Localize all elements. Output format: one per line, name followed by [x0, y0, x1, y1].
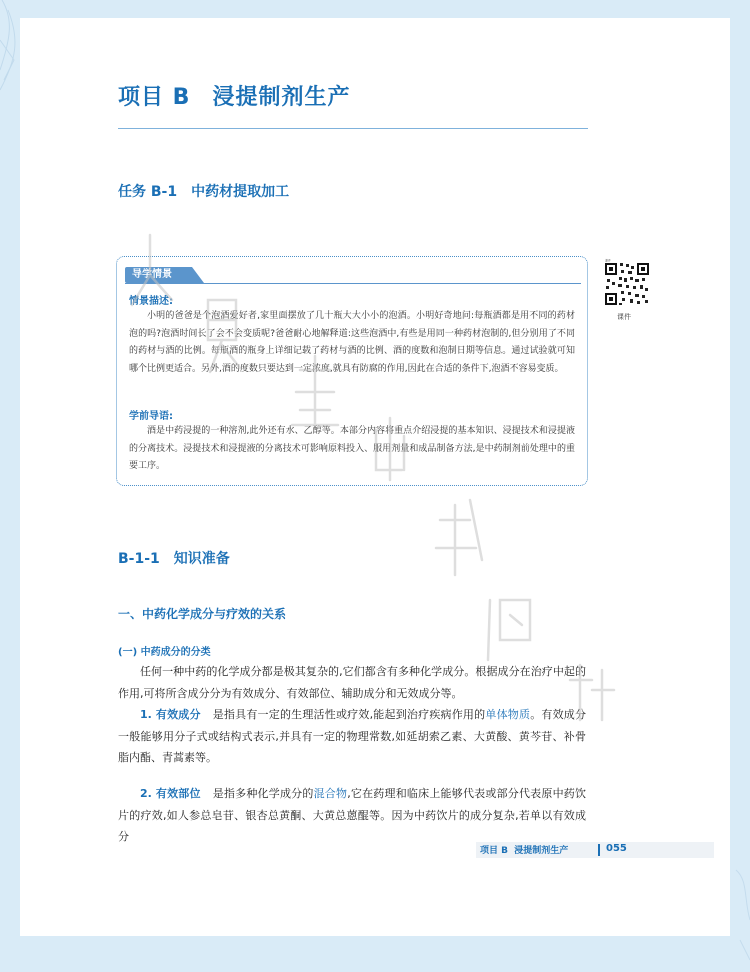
page-footer [476, 842, 714, 858]
page-number: 055 [606, 843, 627, 854]
intro-text: 酒是中药浸提的一种溶剂,此外还有水、乙醇等。本部分内容将重点介绍浸提的基本知识、浸提技术和浸提液的分离技术。浸提技术和浸提液的分离技术可影响原料投入、服用剂量和成品制备方法,是中药制剂前处理中的重要工序。 [129, 426, 575, 471]
guide-tab-line [125, 283, 581, 284]
section-title: 知识准备 [173, 551, 230, 567]
guide-tab: 导学情景 [125, 267, 192, 283]
term-effective-part: 2. 有效部位 [140, 787, 201, 800]
project-title: 浸提制剂生产 [212, 85, 351, 110]
intro-heading: 学前导语: [129, 411, 173, 422]
section-heading [118, 548, 230, 568]
footer-separator [598, 844, 600, 856]
heading-2: 一、中药化学成分与疗效的关系 [118, 607, 287, 621]
keyword-mixture: 混合物 [313, 787, 348, 800]
heading-3: (一) 中药成分的分类 [118, 647, 211, 658]
body-paragraph-3 [118, 783, 586, 848]
guide-box [116, 256, 588, 486]
keyword-single-substance: 单体物质 [485, 708, 531, 721]
p3-text-a: 是指多种化学成分的 [212, 787, 314, 800]
title-divider [118, 128, 588, 129]
task-title: 中药材提取加工 [191, 184, 290, 200]
p2-text-b: 。有效成分一般能够用分子式或结构式表示,并具有一定的物理常数,如延胡索乙素、大黄酸、黄芩苷、补骨脂内酯、青蒿素等。 [118, 708, 587, 765]
qr-label: 课件 [617, 313, 631, 321]
body-paragraph-2 [118, 704, 586, 769]
task-code: 任务 B-1 [118, 184, 178, 200]
page-title [118, 80, 350, 111]
body-paragraph-1: 任何一种中药的化学成分都是极其复杂的,它们都含有多种化学成分。根据成分在治疗中起的作用,可将所含成分分为有效成分、有效部位、辅助成分和无效成分等。 [118, 665, 586, 700]
project-code: 项目 B [118, 85, 191, 110]
term-effective-component: 1. 有效成分 [140, 708, 201, 721]
p2-text-a: 是指具有一定的生理活性或疗效,能起到治疗疾病作用的 [212, 708, 486, 721]
footer-project-code: 项目 B [480, 846, 508, 856]
footer-title [480, 843, 568, 856]
task-heading [118, 181, 289, 201]
p3-text-b: ,它在药理和临床上能够代表或部分代表原中药饮片的疗效,如人参总皂苷、银杏总黄酮、大黄总蒽醌等。因为中药饮片的成分复杂,若单以有效成分 [118, 787, 587, 844]
situation-text: 小明的爸爸是个泡酒爱好者,家里面摆放了几十瓶大大小小的泡酒。小明好奇地问:每瓶酒都是用不同的药材泡的吗?泡酒时间长了会不会变质呢?爸爸耐心地解释道:这些泡酒中,有些是用同一种药材泡制的,但分别用了不同的药材与酒的比例。每瓶酒的瓶身上详细记载了药材与酒的比例、酒的度数和泡制日期等信息。通过试验就可知哪个比例更适合。另外,酒的度数只要达到一定浓度,就具有防腐的作用,因此在合适的条件下,泡酒不容易变质。 [129, 311, 575, 374]
qr-caption: 课件 [605, 258, 612, 263]
footer-project-title: 浸提制剂生产 [514, 846, 569, 856]
qr-code[interactable] [604, 258, 650, 306]
section-code: B-1-1 [118, 551, 160, 567]
watermark-text: 人民卫生出版社 [0, 0, 7, 1]
situation-heading: 情景描述: [129, 296, 173, 307]
